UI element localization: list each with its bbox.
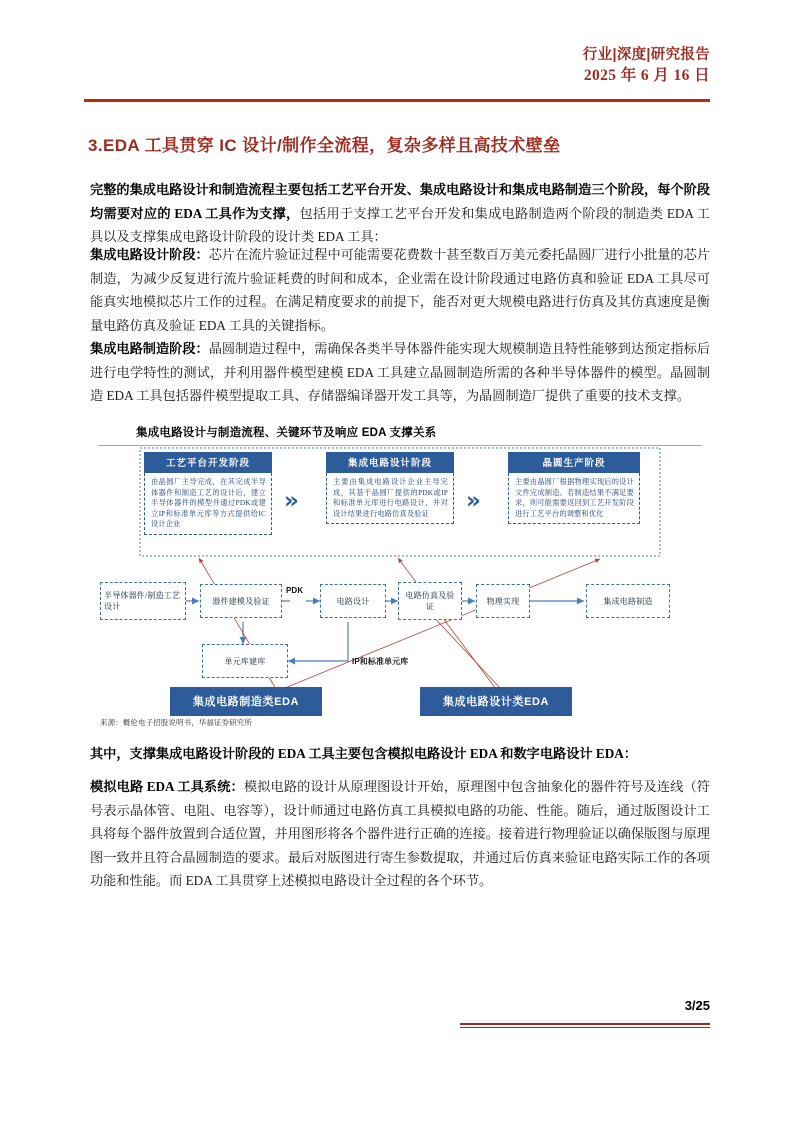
page-number: 3/25 <box>684 998 710 1013</box>
paragraph-intro-rest: 包括用于支撑工艺平台开发和集成电路制造两个阶段的制造类 EDA 工具以及支撑集成电路设计阶段的设计类 EDA 工具： <box>90 205 710 244</box>
figure-eda-flow <box>98 424 702 739</box>
stage-card-ic-design-body: 主要由集成电路设计企业主导完成，其基于晶圆厂提供的PDK或IP和标准单元库进行电路设计，并对设计结果进行电路仿真及验证 <box>326 473 454 524</box>
flow-label-pdk: PDK <box>286 586 304 595</box>
stage-card-process-platform-body: 由晶圆厂主导完成，在其完成半导体器件和制造工艺的设计后，建立半导体器件的模型并通过PDK或建立IP和标准单元库等方式提供给IC设计企业 <box>144 473 272 535</box>
paragraph-intro-bold: 完整的集成电路设计和制造流程主要包括工艺平台开发、集成电路设计和集成电路制造三个阶段，每个阶段均需要对应的 EDA 工具作为支撑， <box>90 182 710 221</box>
paragraph-intro <box>90 178 710 249</box>
paragraph-eda-types-bold: 其中，支撑集成电路设计阶段的 EDA 工具主要包含模拟电路设计 EDA 和数字电路设计 EDA： <box>90 746 637 761</box>
figure-canvas <box>98 446 702 716</box>
stage-card-process-platform <box>144 452 272 535</box>
flow-box-circuit-design: 电路设计 <box>320 584 386 618</box>
page-header <box>84 46 710 86</box>
paragraph-design-stage-body: 芯片在流片验证过程中可能需要花费数十甚至数百万美元委托晶圆厂进行小批量的芯片制造，为减少反复进行流片验证耗费的时间和成本，企业需在设计阶段通过电路仿真和验证 EDA 工具尽可能真实地模拟芯片工作的过程。在满足精度要求的前提下，能否对更大规模电路进行仿真及其仿真速度是衡量电路仿真及验证 EDA 工具的关键指标。 <box>90 247 711 333</box>
header-tagline: 行业|深度|研究报告 <box>582 47 710 63</box>
stage-card-wafer-production-title: 晶圆生产阶段 <box>508 452 640 473</box>
stage-card-ic-design <box>326 452 454 524</box>
stage-card-process-platform-title: 工艺平台开发阶段 <box>144 452 272 473</box>
flow-label-ip-standard-cell: IP和标准单元库 <box>352 657 409 666</box>
footer-divider-bottom <box>460 1027 710 1028</box>
flow-box-device-process-design: 半导体器件/制造工艺设计 <box>100 582 186 620</box>
figure-source: 来源：概伦电子招股说明书，华福证券研究所 <box>100 718 252 727</box>
banner-manufacturing-eda: 集成电路制造类EDA <box>170 687 322 716</box>
header-divider <box>84 99 710 102</box>
stage-card-wafer-production-body: 主要由晶圆厂根据物理实现后的设计文件完成制造。若制造结果不满足要求，则可能需要返回到工艺开发阶段进行工艺平台的调整和优化 <box>508 473 640 524</box>
paragraph-design-stage-lead: 集成电路设计阶段： <box>90 247 209 262</box>
header-date: 2025 年 6 月 16 日 <box>583 67 710 84</box>
paragraph-analog-eda-lead: 模拟电路 EDA 工具系统： <box>90 779 244 794</box>
chevron-right-icon-2: » <box>466 488 481 514</box>
flow-box-circuit-simulation: 电路仿真及验证 <box>398 582 462 620</box>
chevron-right-icon-1: » <box>284 488 299 514</box>
paragraph-analog-eda <box>90 775 710 893</box>
figure-title: 集成电路设计与制造流程、关键环节及响应 EDA 支撑关系 <box>136 427 437 439</box>
stage-card-ic-design-title: 集成电路设计阶段 <box>326 452 454 473</box>
banner-design-eda: 集成电路设计类EDA <box>420 687 572 716</box>
flow-box-device-modeling: 器件建模及验证 <box>200 584 282 618</box>
paragraph-manufacturing-stage <box>90 337 710 408</box>
flow-box-physical-implementation: 物理实现 <box>476 584 530 618</box>
section-heading: 3.EDA 工具贯穿 IC 设计/制作全流程，复杂多样且高技术壁垒 <box>88 136 561 155</box>
footer-divider-top <box>460 1023 710 1025</box>
flow-box-ic-manufacturing: 集成电路制造 <box>586 584 670 618</box>
paragraph-analog-eda-body: 模拟电路的设计从原理图设计开始，原理图中包含抽象化的器件符号及连线（符号表示晶体管、电阻、电容等），设计师通过电路仿真工具模拟电路的功能、性能。随后，通过版图设计工具将每个器件放置到合适位置，并用图形将各个器件进行正确的连接。接着进行物理验证以确保版图与原理图一致并且符合晶圆制造的要求。最后对版图进行寄生参数提取，并通过后仿真来验证电路实际工作的各项功能和性能。而 EDA 工具贯穿上述模拟电路设计全过程的各个环节。 <box>90 779 710 888</box>
paragraph-design-stage <box>90 243 710 337</box>
flow-box-cell-library: 单元库建库 <box>202 644 288 678</box>
paragraph-eda-types <box>90 742 710 766</box>
paragraph-manufacturing-stage-lead: 集成电路制造阶段： <box>90 341 209 356</box>
paragraph-manufacturing-stage-body: 晶圆制造过程中，需确保各类半导体器件能实现大规模制造且特性能够到达预定指标后进行电学特性的测试，并利用器件模型建模 EDA 工具建立晶圆制造所需的各种半导体器件的模型。晶圆制造 EDA 工具包括器件模型提取工具、存储器编译器开发工具等，为晶圆制造厂提供了重要的技术支撑。 <box>90 341 711 403</box>
stage-card-wafer-production <box>508 452 640 524</box>
